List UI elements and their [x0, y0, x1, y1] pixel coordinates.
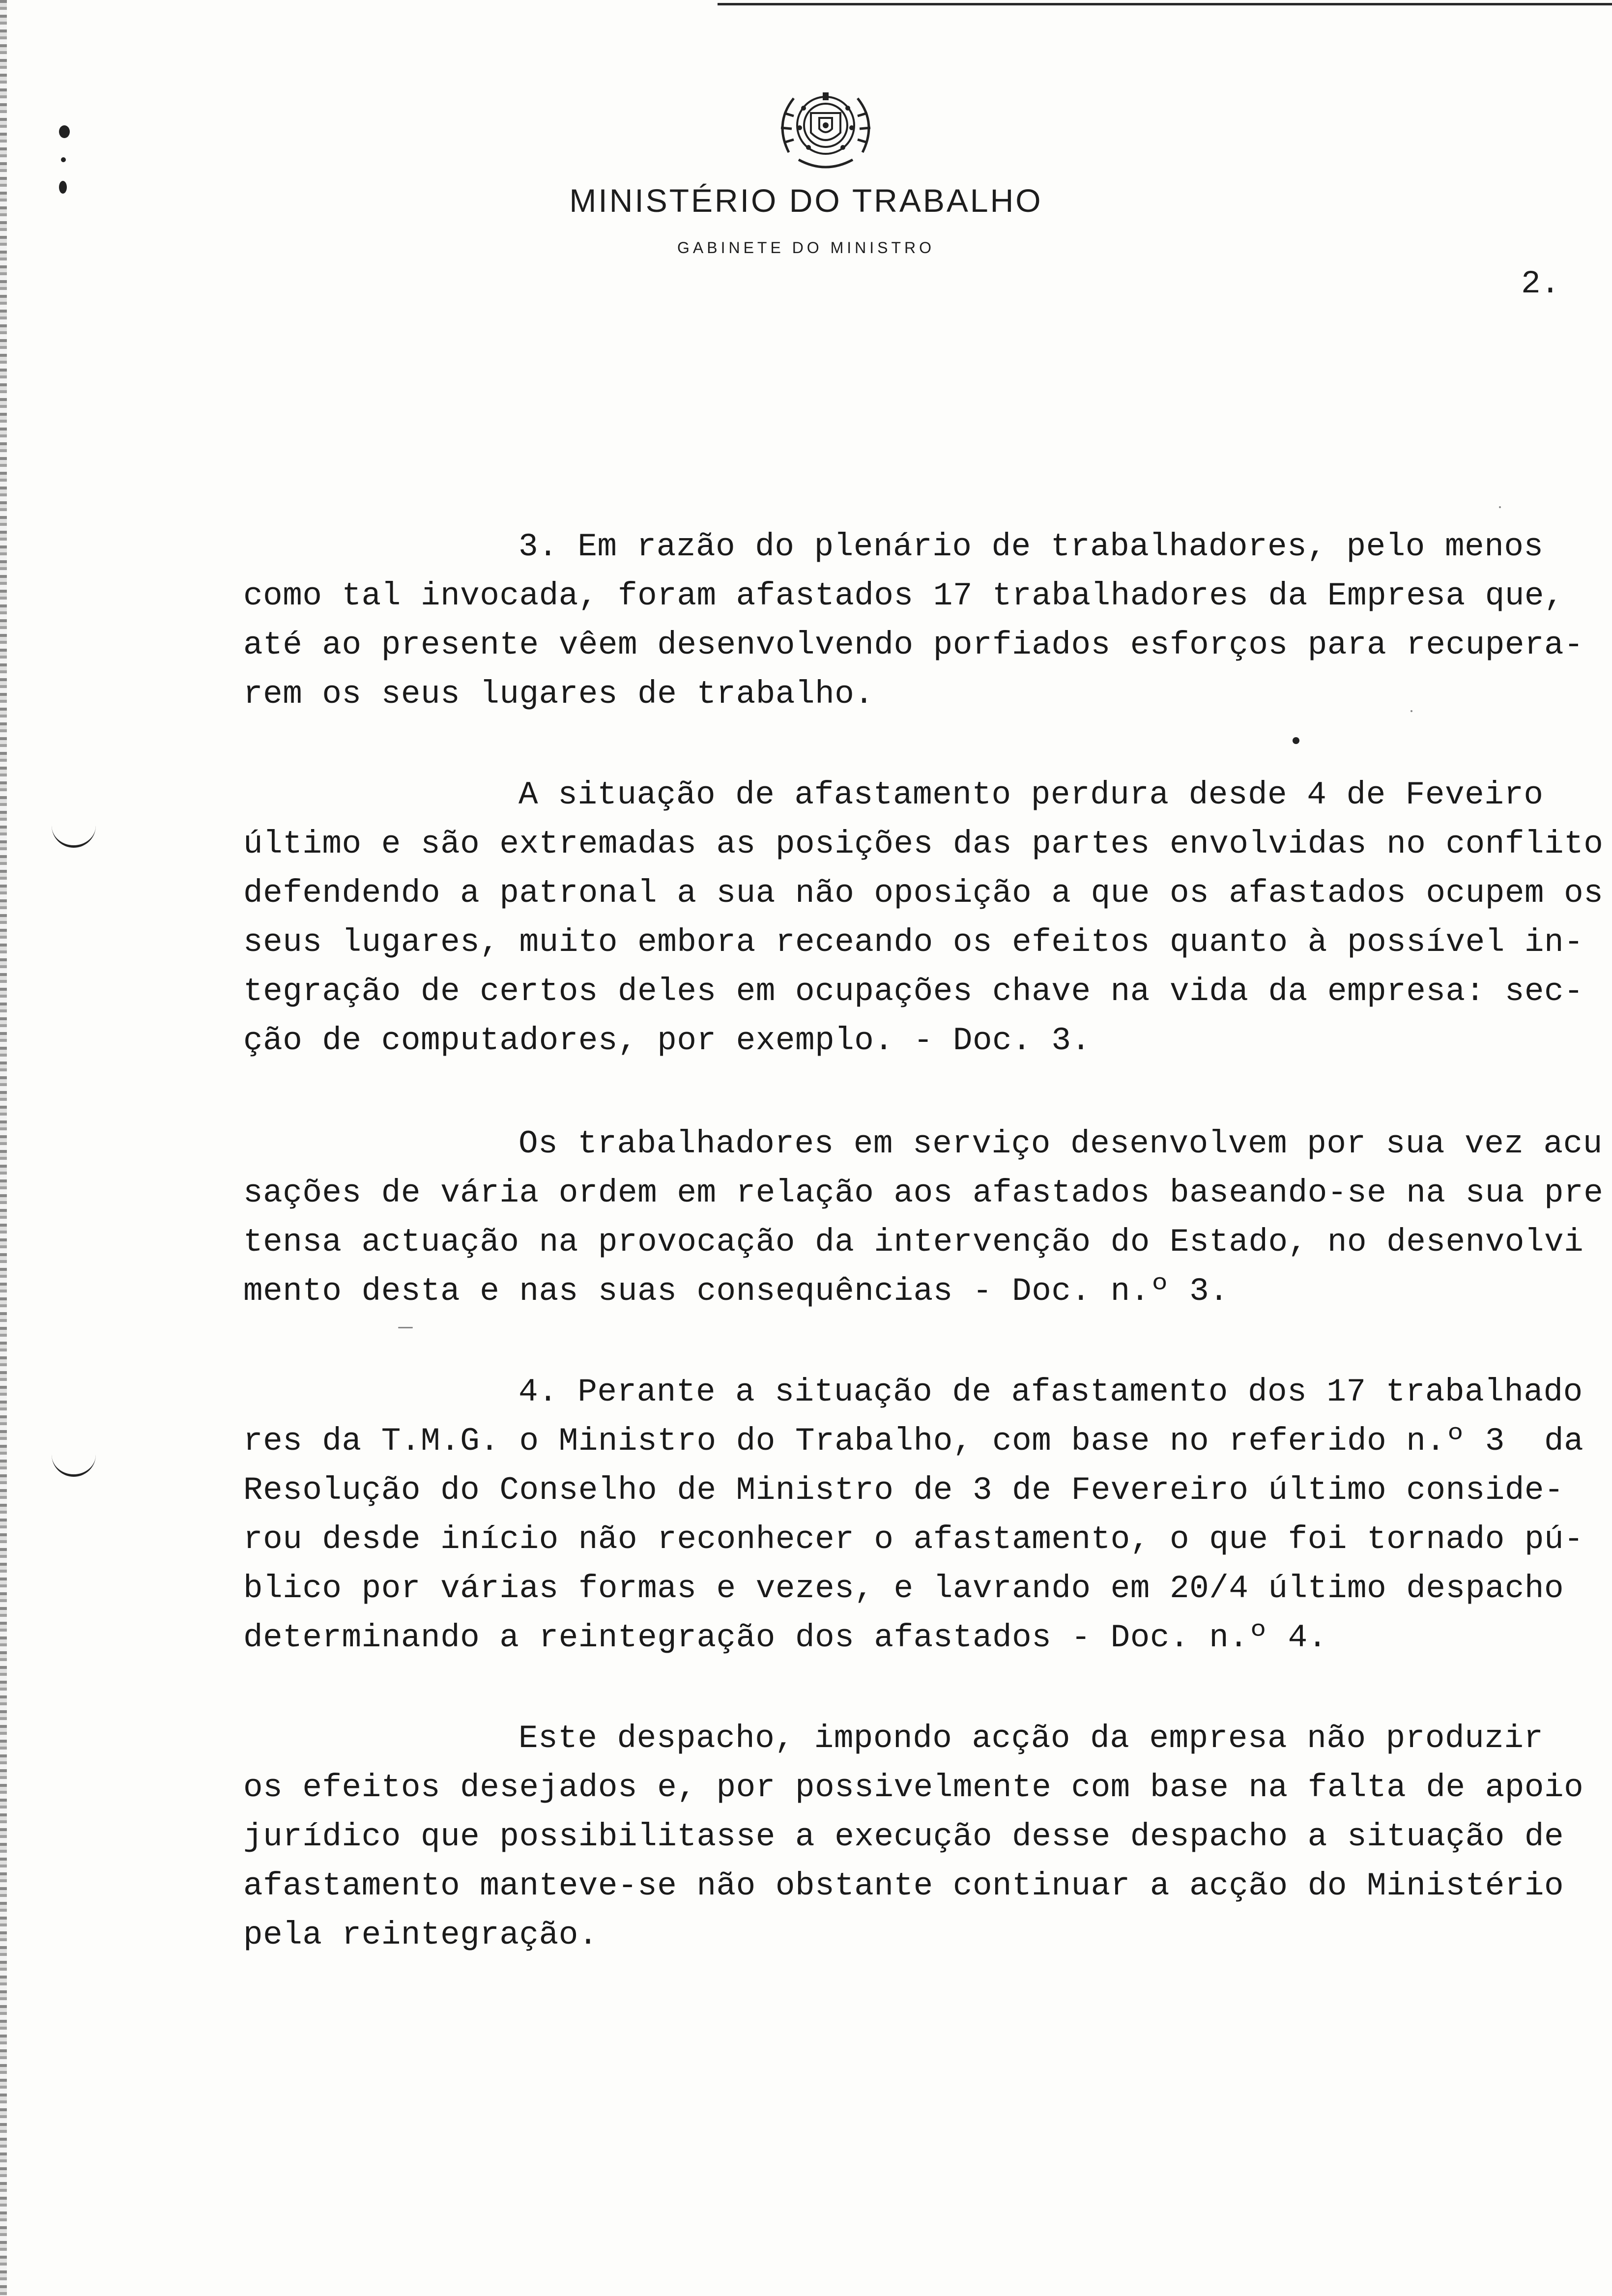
text-line: sações de vária ordem em relação aos afastados baseando-se na sua pre: [243, 1175, 1604, 1211]
margin-dot: [59, 125, 70, 138]
text-line: os efeitos desejados e, por possivelmente com base na falta de apoio: [243, 1769, 1584, 1806]
text-line: mento desta e nas suas consequências - Doc. n.º 3.: [243, 1273, 1229, 1310]
text-line: último e são extremadas as posições das partes envolvidas no conflito: [243, 826, 1604, 862]
punch-hole-mark: [52, 826, 96, 848]
text-line: blico por várias formas e vezes, e lavrando em 20/4 último despacho: [243, 1570, 1564, 1607]
scan-edge: [0, 0, 7, 2296]
scan-speck: [1410, 710, 1412, 712]
text-line: res da T.M.G. o Ministro do Trabalho, com base no referido n.º 3 da: [243, 1423, 1584, 1460]
text-line: Este despacho, impondo acção da empresa não produzir: [518, 1720, 1544, 1757]
text-line: até ao presente vêem desenvolvendo porfiados esforços para recupera-: [243, 627, 1584, 663]
ministry-name: MINISTÉRIO DO TRABALHO: [569, 182, 1043, 219]
scan-speck: [398, 1327, 413, 1328]
text-line: determinando a reintegração dos afastados - Doc. n.º 4.: [243, 1619, 1327, 1656]
text-line: Resolução do Conselho de Ministro de 3 de Fevereiro último conside-: [243, 1472, 1564, 1509]
page-number: 2.: [1521, 265, 1560, 302]
text-line: rem os seus lugares de trabalho.: [243, 676, 874, 713]
margin-dot: [61, 157, 66, 162]
text-line: defendendo a patronal a sua não oposição a que os afastados ocupem os: [243, 875, 1604, 912]
cabinet-name: GABINETE DO MINISTRO: [677, 239, 935, 257]
text-line: jurídico que possibilitasse a execução desse despacho a situação de: [243, 1818, 1564, 1855]
punch-hole-mark: [52, 1455, 96, 1477]
text-line: seus lugares, muito embora receando os efeitos quanto à possível in-: [243, 924, 1584, 961]
coat-of-arms-icon: [764, 79, 887, 172]
scan-speck: [1499, 506, 1501, 508]
text-line: ção de computadores, por exemplo. - Doc. 3.: [243, 1022, 1091, 1059]
text-line: afastamento manteve-se não obstante continuar a acção do Ministério: [243, 1867, 1564, 1904]
text-line: rou desde início não reconhecer o afastamento, o que foi tornado pú-: [243, 1521, 1584, 1558]
text-line: A situação de afastamento perdura desde 4 de Feveiro: [518, 776, 1544, 813]
text-line: tegração de certos deles em ocupações chave na vida da empresa: sec-: [243, 973, 1584, 1010]
text-line: 4. Perante a situação de afastamento dos 17 trabalhado: [518, 1374, 1583, 1410]
text-line: 3. Em razão do plenário de trabalhadores, pelo menos: [518, 528, 1544, 565]
text-line: tensa actuação na provocação da intervenção do Estado, no desenvolvi: [243, 1224, 1584, 1261]
scan-speck: [1293, 737, 1299, 744]
text-line: como tal invocada, foram afastados 17 trabalhadores da Empresa que,: [243, 577, 1564, 614]
text-line: pela reintegração.: [243, 1917, 598, 1953]
text-line: Os trabalhadores em serviço desenvolvem por sua vez acu: [518, 1125, 1603, 1162]
top-rule: [718, 3, 1612, 5]
